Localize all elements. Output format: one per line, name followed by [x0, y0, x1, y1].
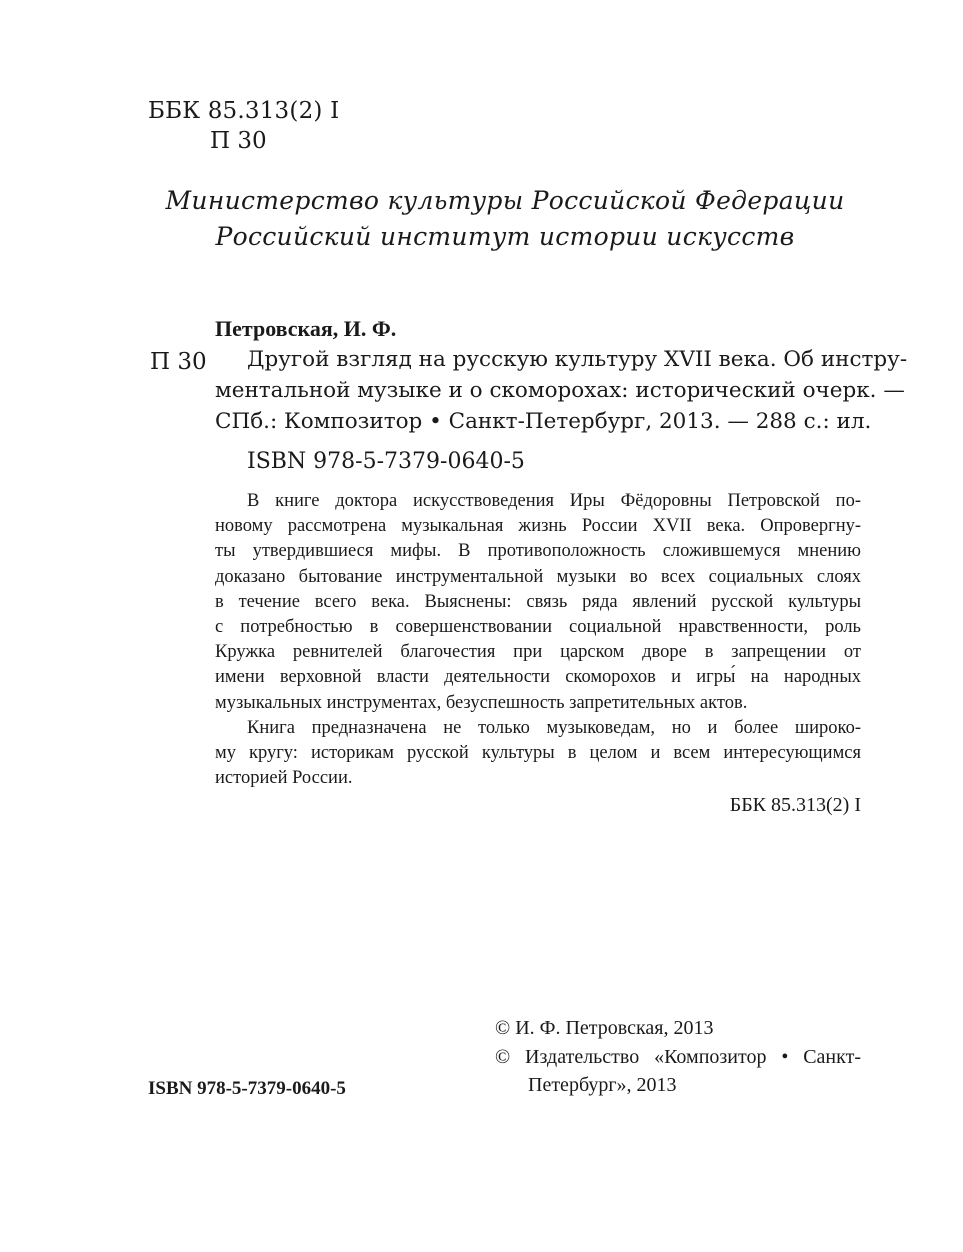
description-line: Другой взгляд на русскую культуру XVII века. Об инстру- — [247, 347, 908, 372]
ministry-title: Министерство культуры Российской Федерации — [165, 186, 845, 215]
bbk-code-right: ББК 85.313(2) I — [729, 794, 861, 816]
author-name: Петровская, И. Ф. — [215, 316, 397, 341]
annotation-line: В книге доктора искусствоведения Иры Фёдоровны Петровской по- — [247, 491, 861, 511]
annotation-line: Книга предназначена не только музыковедам, но и более широко- — [247, 718, 861, 738]
annotation-line: му кругу: историкам русской культуры в целом и всем интересующимся — [215, 743, 861, 764]
description-line: СПб.: Композитор • Санкт-Петербург, 2013. — 288 с.: ил. — [215, 409, 872, 434]
annotation-line: с потребностью в совершенствовании социальной нравственности, роль — [215, 616, 861, 637]
annotation-line: имени верховной власти деятельности скоморохов и игры́ на народных — [215, 667, 861, 688]
catalog-ref-mark: П 30 — [150, 349, 207, 375]
isbn-line: ISBN 978-5-7379-0640-5 — [247, 449, 525, 474]
annotation-line: музыкальных инструментах, безуспешность запретительных актов. — [215, 692, 748, 713]
annotation-line: доказано бытование инструментальной музыки во всех социальных слоях — [215, 566, 861, 587]
copyright-publisher-cont: Петербург», 2013 — [528, 1074, 677, 1096]
bbk-code: ББК 85.313(2) I — [148, 98, 340, 124]
annotation-line: ты утвердившиеся мифы. В противоположность сложившемуся мнению — [215, 541, 861, 562]
annotation-line: историей России. — [215, 768, 353, 789]
copyright-author: © И. Ф. Петровская, 2013 — [495, 1017, 714, 1039]
description-line: ментальной музыке и о скоморохах: исторический очерк. — — [215, 378, 905, 403]
institute-title: Российский институт истории искусств — [215, 222, 795, 251]
author-mark: П 30 — [210, 128, 267, 154]
annotation-paragraph-2 — [215, 716, 861, 792]
isbn-footer: ISBN 978-5-7379-0640-5 — [148, 1078, 346, 1099]
copyright-publisher: © Издательство «Композитор • Санкт- — [495, 1046, 861, 1068]
annotation-paragraph-1 — [215, 489, 861, 716]
annotation-line: новому рассмотрена музыкальная жизнь России XVII века. Опровергну- — [215, 516, 861, 537]
annotation-line: в течение всего века. Выяснены: связь ряда явлений русской культуры — [215, 591, 861, 612]
annotation-line: Кружка ревнителей благочестия при царском дворе в запрещении от — [215, 642, 861, 663]
